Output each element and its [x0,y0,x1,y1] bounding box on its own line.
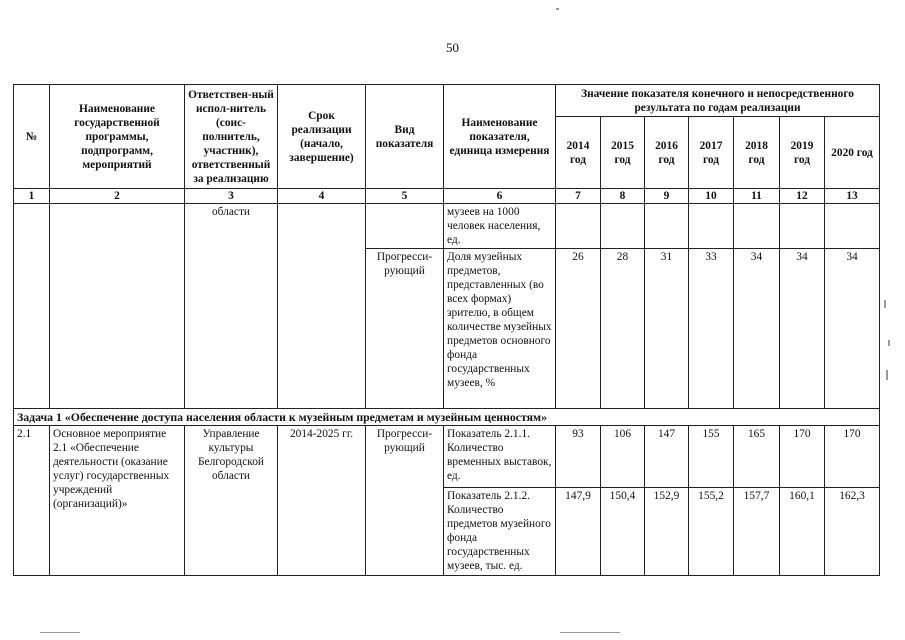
header-term: Срок реализации (начало, завершение) [278,85,366,189]
header-year: 2020 год [825,117,880,189]
value-cell [825,204,880,249]
value-cell: 34 [780,249,825,409]
row-number: 2.1 [14,426,50,576]
value-cell [601,204,645,249]
header-values-group: Значение показателя конечного и непосредственного результата по годам реализации [556,85,880,117]
page-number: 50 [446,40,459,55]
table-cell [278,204,366,409]
column-number: 8 [601,189,645,204]
column-number: 6 [444,189,556,204]
indicator-cell: Доля музейных предметов, представленных (во всех формах) зрителю, в общем количестве музейных предметов основного фонда государственных музеев, % [444,249,556,409]
value-cell: 34 [825,249,880,409]
value-cell: 170 [825,426,880,488]
indicator-cell: Показатель 2.1.2. Количество предметов музейного фонда государственных музеев, тыс. ед. [444,488,556,576]
table-cell [50,204,185,409]
header-year: 2018 год [734,117,780,189]
header-program-name: Наименование государственной программы, подпрограмм, мероприятий [50,85,185,189]
value-cell: 31 [645,249,689,409]
scan-speck [888,340,890,346]
column-number: 5 [366,189,444,204]
indicator-cell: музеев на 1000 человек населения, ед. [444,204,556,249]
column-number: 10 [689,189,734,204]
indicator-type-cell: Прогресси-рующий [366,426,444,576]
value-cell: 28 [601,249,645,409]
header-year: 2016 год [645,117,689,189]
value-cell [689,204,734,249]
value-cell: 165 [734,426,780,488]
header-indicator-type: Вид показателя [366,85,444,189]
value-cell: 152,9 [645,488,689,576]
column-number: 11 [734,189,780,204]
responsible-cell: области [185,204,278,409]
value-cell [780,204,825,249]
scan-speck [40,632,80,633]
task-row: Задача 1 «Обеспечение доступа населения области к музейным предметам и музейным ценностям» [14,409,880,426]
value-cell [556,204,601,249]
header-responsible: Ответствен-ный испол-нитель (соис-полнитель, участник), ответственный за реализацию [185,85,278,189]
value-cell: 93 [556,426,601,488]
header-indicator-name: Наименование показателя, единица измерения [444,85,556,189]
value-cell [645,204,689,249]
table-cell [14,204,50,409]
value-cell: 170 [780,426,825,488]
header-year: 2015 год [601,117,645,189]
program-name-cell: Основное мероприятие 2.1 «Обеспечение деятельности (оказание услуг) государственных учреждений (организаций)» [50,426,185,576]
value-cell: 150,4 [601,488,645,576]
header-year: 2017 год [689,117,734,189]
column-number: 9 [645,189,689,204]
column-number: 3 [185,189,278,204]
scan-speck [884,300,886,308]
column-number: 13 [825,189,880,204]
column-number: 12 [780,189,825,204]
scan-speck [886,370,888,380]
value-cell: 34 [734,249,780,409]
column-number: 2 [50,189,185,204]
value-cell: 155,2 [689,488,734,576]
value-cell: 155 [689,426,734,488]
value-cell: 157,7 [734,488,780,576]
value-cell: 162,3 [825,488,880,576]
value-cell: 147,9 [556,488,601,576]
column-number: 7 [556,189,601,204]
responsible-cell: Управление культуры Белгородской области [185,426,278,576]
value-cell [734,204,780,249]
value-cell: 26 [556,249,601,409]
indicator-type-cell: Прогресси-рующий [366,249,444,409]
term-cell: 2014-2025 гг. [278,426,366,576]
scan-speck [556,8,559,10]
header-year: 2019 год [780,117,825,189]
column-number: 1 [14,189,50,204]
indicator-cell: Показатель 2.1.1. Количество временных выставок, ед. [444,426,556,488]
value-cell: 33 [689,249,734,409]
header-year: 2014 год [556,117,601,189]
value-cell: 160,1 [780,488,825,576]
column-number: 4 [278,189,366,204]
value-cell: 106 [601,426,645,488]
header-num: № [14,85,50,189]
value-cell: 147 [645,426,689,488]
indicators-table [13,84,880,576]
scan-speck [560,632,620,633]
table-cell [366,204,444,249]
